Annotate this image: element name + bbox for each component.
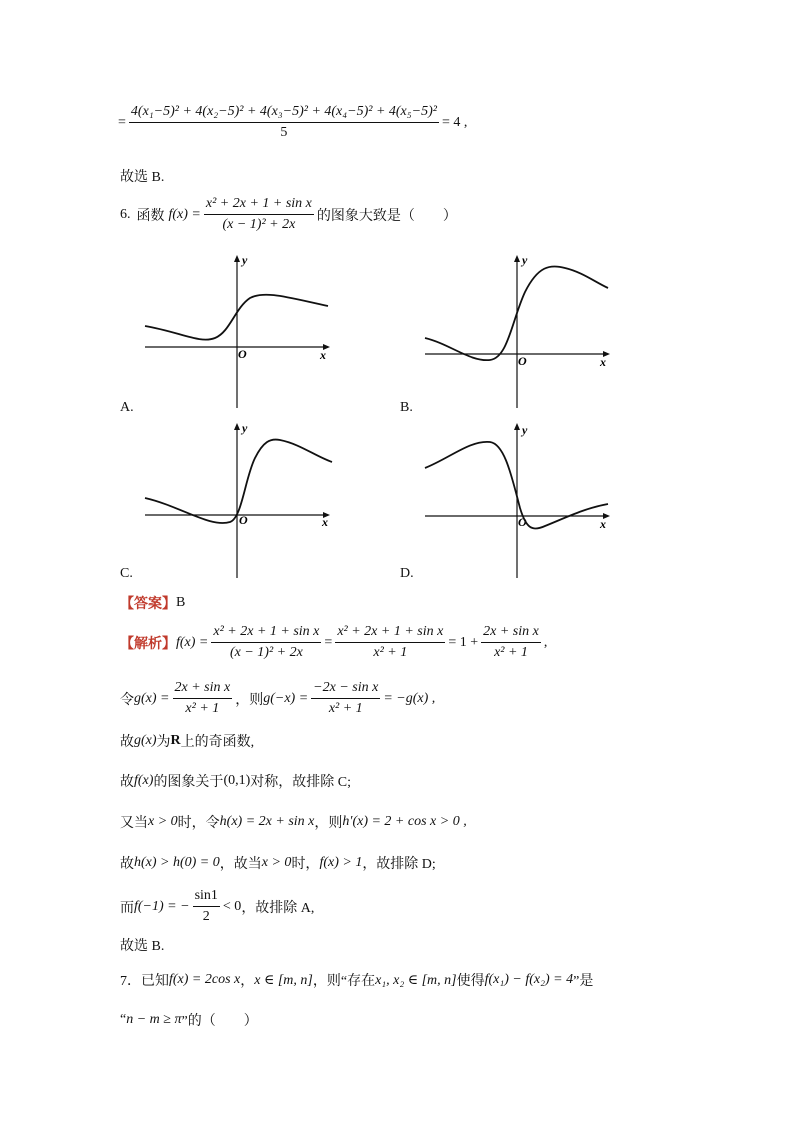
analysis-line-2: [120, 680, 435, 717]
a3-R: R: [170, 733, 181, 748]
a7-num: sin1: [193, 888, 220, 907]
analysis-line-1: [120, 624, 547, 661]
a1-frac-1: [211, 624, 321, 661]
q6-fx: f(x) =: [168, 206, 201, 222]
q6-number: 6.: [120, 206, 131, 222]
q7-a: 7．已知: [120, 974, 169, 989]
a2-f2-num: −2x − sin x: [311, 680, 380, 699]
y-arrow-icon: [514, 423, 520, 430]
variance-result: = 4 ,: [441, 114, 468, 130]
q6-denominator: (x − 1)² + 2x: [222, 217, 296, 232]
variance-denominator: 5: [280, 125, 288, 140]
analysis-line-4: [120, 771, 351, 791]
a1-eq: =: [324, 634, 333, 650]
a1-fx: f(x) =: [176, 634, 209, 650]
q6-suffix: 的图象大致是（ ）: [316, 208, 457, 224]
a5-b: 时，令: [177, 816, 220, 831]
q7-f: f(x) = 2cos x: [169, 972, 241, 987]
a1-f2-num: x² + 2x + 1 + sin x: [335, 624, 445, 643]
a5-a: 又当: [120, 816, 148, 831]
y-arrow-icon: [234, 255, 240, 262]
a1-eq2: = 1 +: [448, 634, 479, 650]
variance-fraction: [129, 104, 439, 141]
q7-e: ”是: [573, 974, 594, 989]
analysis-line-3: [120, 731, 254, 751]
a3-c: 上的奇函数,: [180, 735, 255, 750]
y-label: y: [242, 421, 248, 435]
a6-cond: x > 0: [261, 855, 292, 870]
a3-b: 为: [156, 735, 171, 750]
a6-b: ，故当: [219, 857, 262, 872]
analysis-line-8: 故选 B.: [120, 939, 165, 954]
q7-diff: f(x₁) − f(x₂) = 4: [484, 972, 574, 987]
a2-frac-2: [311, 680, 380, 717]
a1-f1-den: (x − 1)² + 2x: [229, 645, 303, 660]
a6-a: 故: [120, 857, 134, 872]
a1-f3-num: 2x + sin x: [481, 624, 541, 643]
option-d-label: D.: [400, 566, 414, 581]
q7-l2-a: “: [120, 1012, 127, 1027]
origin-label: O: [239, 513, 248, 527]
y-label: y: [242, 253, 248, 267]
q7-d: 使得: [456, 974, 485, 989]
answer-line: [120, 593, 185, 613]
a2-b: ，则: [235, 692, 264, 708]
q6-fraction: [204, 196, 314, 233]
y-label: y: [522, 423, 528, 437]
x-label: x: [320, 348, 326, 362]
question-6: [120, 196, 457, 233]
a4-b: 的图象关于: [153, 775, 224, 790]
q7-l2-cond: n − m ≥ π: [126, 1012, 182, 1027]
q6-prefix: 函数: [136, 208, 165, 224]
a4-c: 对称，故排除 C;: [250, 775, 351, 790]
a7-frac: [193, 888, 220, 925]
graph-c: [140, 418, 340, 580]
answer-value: B: [176, 595, 186, 610]
a2-gneg: g(−x) =: [263, 690, 309, 706]
variance-numerator: 4(x₁−5)² + 4(x₂−5)² + 4(x₃−5)² + 4(x₄−5)² + 4(x₅−5)²: [129, 104, 439, 123]
q7-x: x₁, x₂ ∈ [m, n]: [375, 972, 457, 988]
origin-label: O: [518, 354, 527, 368]
a5-hp: h′(x) = 2 + cos x > 0 ,: [342, 814, 467, 829]
y-arrow-icon: [514, 255, 520, 262]
a7-den: 2: [202, 909, 210, 924]
a6-d: ，故排除 D;: [362, 857, 436, 872]
y-label: y: [522, 253, 528, 267]
a2-frac-1: [173, 680, 233, 717]
a1-f3-den: x² + 1: [494, 645, 528, 660]
curve-c: [145, 440, 332, 523]
a4-fx: f(x): [134, 773, 154, 788]
conclusion-top: 故选 B.: [120, 170, 165, 185]
eq-prefix: =: [118, 114, 126, 130]
a1-f1-num: x² + 2x + 1 + sin x: [211, 624, 321, 643]
q7-c: ，则“存在: [312, 974, 376, 989]
x-label: x: [322, 515, 328, 529]
y-arrow-icon: [234, 423, 240, 430]
a6-ineq: h(x) > h(0) = 0: [134, 855, 220, 870]
analysis-label: 【解析】: [120, 636, 176, 652]
q7-l2-b: ”的（ ）: [181, 1014, 258, 1029]
a1-end: ,: [543, 634, 548, 650]
option-a-label: A.: [120, 400, 134, 415]
origin-label: O: [518, 515, 527, 529]
answer-label: 【答案】: [120, 597, 176, 612]
a7-f: f(−1) = −: [134, 898, 190, 914]
a1-f2-den: x² + 1: [373, 645, 408, 660]
a6-c: 时，: [291, 857, 320, 872]
origin-label: O: [238, 347, 247, 361]
a2-f1-num: 2x + sin x: [173, 680, 233, 699]
a4-a: 故: [120, 775, 134, 790]
analysis-line-6: [120, 853, 436, 873]
analysis-line-5: [120, 812, 467, 832]
a7-a: 而: [120, 900, 134, 916]
a1-frac-2: [335, 624, 445, 661]
graph-a: [140, 250, 340, 410]
a1-frac-3: [481, 624, 541, 661]
q7-b: ，: [240, 974, 255, 989]
x-label: x: [600, 517, 606, 531]
variance-line: [118, 104, 467, 141]
a5-c: ，则: [314, 816, 343, 831]
a2-a: 令: [120, 692, 134, 708]
graph-b: [420, 250, 620, 410]
a3-a: 故: [120, 735, 134, 750]
question-7-line-1: [120, 970, 593, 990]
option-b-label: B.: [400, 400, 413, 415]
a7-b: ，故排除 A,: [241, 900, 315, 916]
a5-cond: x > 0: [148, 814, 178, 829]
a2-gx: g(x) =: [134, 690, 170, 706]
a2-f1-den: x² + 1: [185, 701, 220, 716]
a2-c: = −g(x) ,: [383, 690, 436, 706]
a3-gx: g(x): [134, 733, 157, 748]
a5-hx: h(x) = 2x + sin x: [219, 814, 315, 829]
a2-f2-den: x² + 1: [328, 701, 363, 716]
a7-lt: < 0: [222, 898, 242, 914]
graph-d: [420, 418, 620, 580]
option-c-label: C.: [120, 566, 133, 581]
analysis-line-7: [120, 888, 314, 925]
x-label: x: [600, 355, 606, 369]
q6-numerator: x² + 2x + 1 + sin x: [204, 196, 314, 215]
a6-f: f(x) > 1: [319, 855, 363, 870]
question-7-line-2: [120, 1010, 258, 1030]
a4-pt: (0,1): [223, 773, 251, 788]
q7-dom: x ∈ [m, n]: [254, 972, 313, 988]
